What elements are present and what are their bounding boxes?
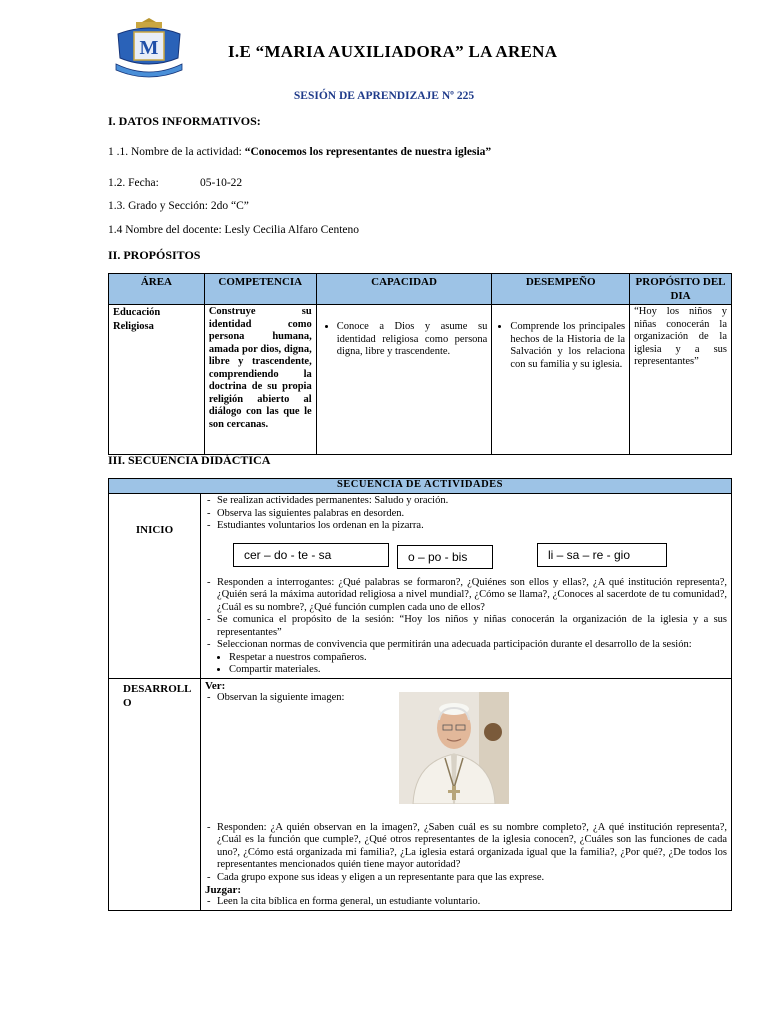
col-desempeno: DESEMPEÑO — [492, 274, 630, 305]
desarrollo-content — [200, 678, 731, 910]
observan-row — [205, 692, 727, 822]
inicio-item: - Observa las siguientes palabras en desorden. — [205, 508, 727, 521]
actividad-line — [108, 146, 491, 158]
col-area: ÁREA — [109, 274, 205, 305]
datos-heading: I. DATOS INFORMATIVOS: — [108, 114, 261, 128]
col-proposito: PROPÓSITO DEL DIA — [630, 274, 732, 305]
observan-item: - Observan la siguiente imagen: — [205, 692, 727, 705]
capacidad-cell — [316, 305, 492, 455]
inicio-content — [200, 494, 731, 679]
session-title: SESIÓN DE APRENDIZAJE Nº 225 — [293, 90, 475, 102]
desarrollo-label: DESARROLLO — [123, 682, 192, 709]
leen-item: - Leen la cita bíblica en forma general, un estudiante voluntario. — [205, 896, 727, 909]
inicio-item: - Seleccionan normas de convivencia que permitirán una adecuada participación durante el desarrollo de la sesión: — [205, 639, 727, 652]
secuencia-heading: III. SECUENCIA DIDÁCTICA — [108, 453, 271, 467]
responden-item: - Responden: ¿A quién observan en la imagen?, ¿Saben cuál es su nombre completo?, ¿A qué institución representa?, ¿Cuál es la función que cumple?, ¿Qué otros representantes de la iglesia conocen?, ¿Cuáles son las funciones de cada uno?, ¿Cómo está organizada mi familia?, ¿La iglesia estará organizada igual que la familia?, ¿Por qué?, ¿De todos los representantes mencionados quién tiene mayor autoridad? — [205, 822, 727, 872]
fecha-label: 1.2. Fecha: — [108, 177, 159, 189]
capacidad-text: • Conoce a Dios y asume su identidad religiosa como persona digna, libre y trascendente. — [337, 321, 488, 359]
inicio-label: INICIO — [135, 524, 174, 536]
juzgar-label: Juzgar: — [204, 884, 242, 896]
secuencia-title: SECUENCIA DE ACTIVIDADES — [109, 479, 732, 494]
word-boxes — [205, 533, 727, 577]
col-competencia: COMPETENCIA — [204, 274, 316, 305]
norma-item: • Respetar a nuestros compañeros. — [229, 652, 727, 665]
docente-line: 1.4 Nombre del docente: Lesly Cecilia Alfaro Centeno — [108, 224, 360, 236]
competencia-cell: Construye su identidad como persona humana, amada por dios, digna, libre y trascendente, comprendiendo la doctrina de su propia religión abierto al diálogo con las que le son cercanas. — [204, 305, 316, 455]
word-box: o – po - bis — [397, 545, 493, 569]
svg-text:M: M — [139, 37, 159, 59]
actividad-label: 1 .1. Nombre de la actividad: — [108, 146, 242, 158]
inicio-item: - Se comunica el propósito de la sesión: “Hoy los niños y niñas conocerán la organización de la iglesia y a sus representantes” — [205, 614, 727, 639]
inicio-item: - Responden a interrogantes: ¿Qué palabras se formaron?, ¿Quiénes son ellos y ellas?, ¿A qué institución representa?, ¿Quién será la máxima autoridad religiosa a nivel mundial?, ¿Cómo se llama?, ¿Conoces al sacerdote de tu comunidad?, ¿Cuál es su nombre?, ¿Qué función cumplen cada uno de ellos? — [205, 577, 727, 615]
area-cell: Educación Religiosa — [109, 305, 205, 455]
ver-label: Ver: — [204, 679, 226, 692]
fecha-value: 05-10-22 — [200, 177, 243, 189]
school-logo — [112, 18, 186, 82]
proposito-cell: “Hoy los niños y niñas conocerán la organización de la iglesia y a sus representantes” — [630, 305, 732, 455]
word-box: cer – do - te - sa — [233, 543, 389, 567]
grado-line: 1.3. Grado y Sección: 2do “C” — [108, 200, 249, 212]
desarrollo-cell — [109, 678, 201, 910]
desempeno-cell — [492, 305, 630, 455]
inicio-item: - Estudiantes voluntarios los ordenan en la pizarra. — [205, 520, 727, 533]
cada-grupo-item: - Cada grupo expone sus ideas y eligen a un representante para que las exprese. — [205, 872, 727, 885]
actividad-value: “Conocemos los representantes de nuestra iglesia” — [244, 146, 492, 158]
inicio-item: - Se realizan actividades permanentes: Saludo y oración. — [205, 495, 727, 508]
secuencia-table — [108, 478, 732, 911]
propositos-table — [108, 273, 732, 455]
norma-item: • Compartir materiales. — [229, 664, 727, 677]
pope-image — [399, 692, 509, 804]
word-box: li – sa – re - gio — [537, 543, 667, 567]
desempeno-text: • Comprende los principales hechos de la Historia de la Salvación y los relaciona con su familia y su iglesia. — [510, 321, 625, 371]
school-title: I.E “MARIA AUXILIADORA” LA ARENA — [228, 42, 558, 61]
propositos-heading: II. PROPÓSITOS — [108, 248, 201, 262]
inicio-cell — [109, 494, 201, 679]
col-capacidad: CAPACIDAD — [316, 274, 492, 305]
